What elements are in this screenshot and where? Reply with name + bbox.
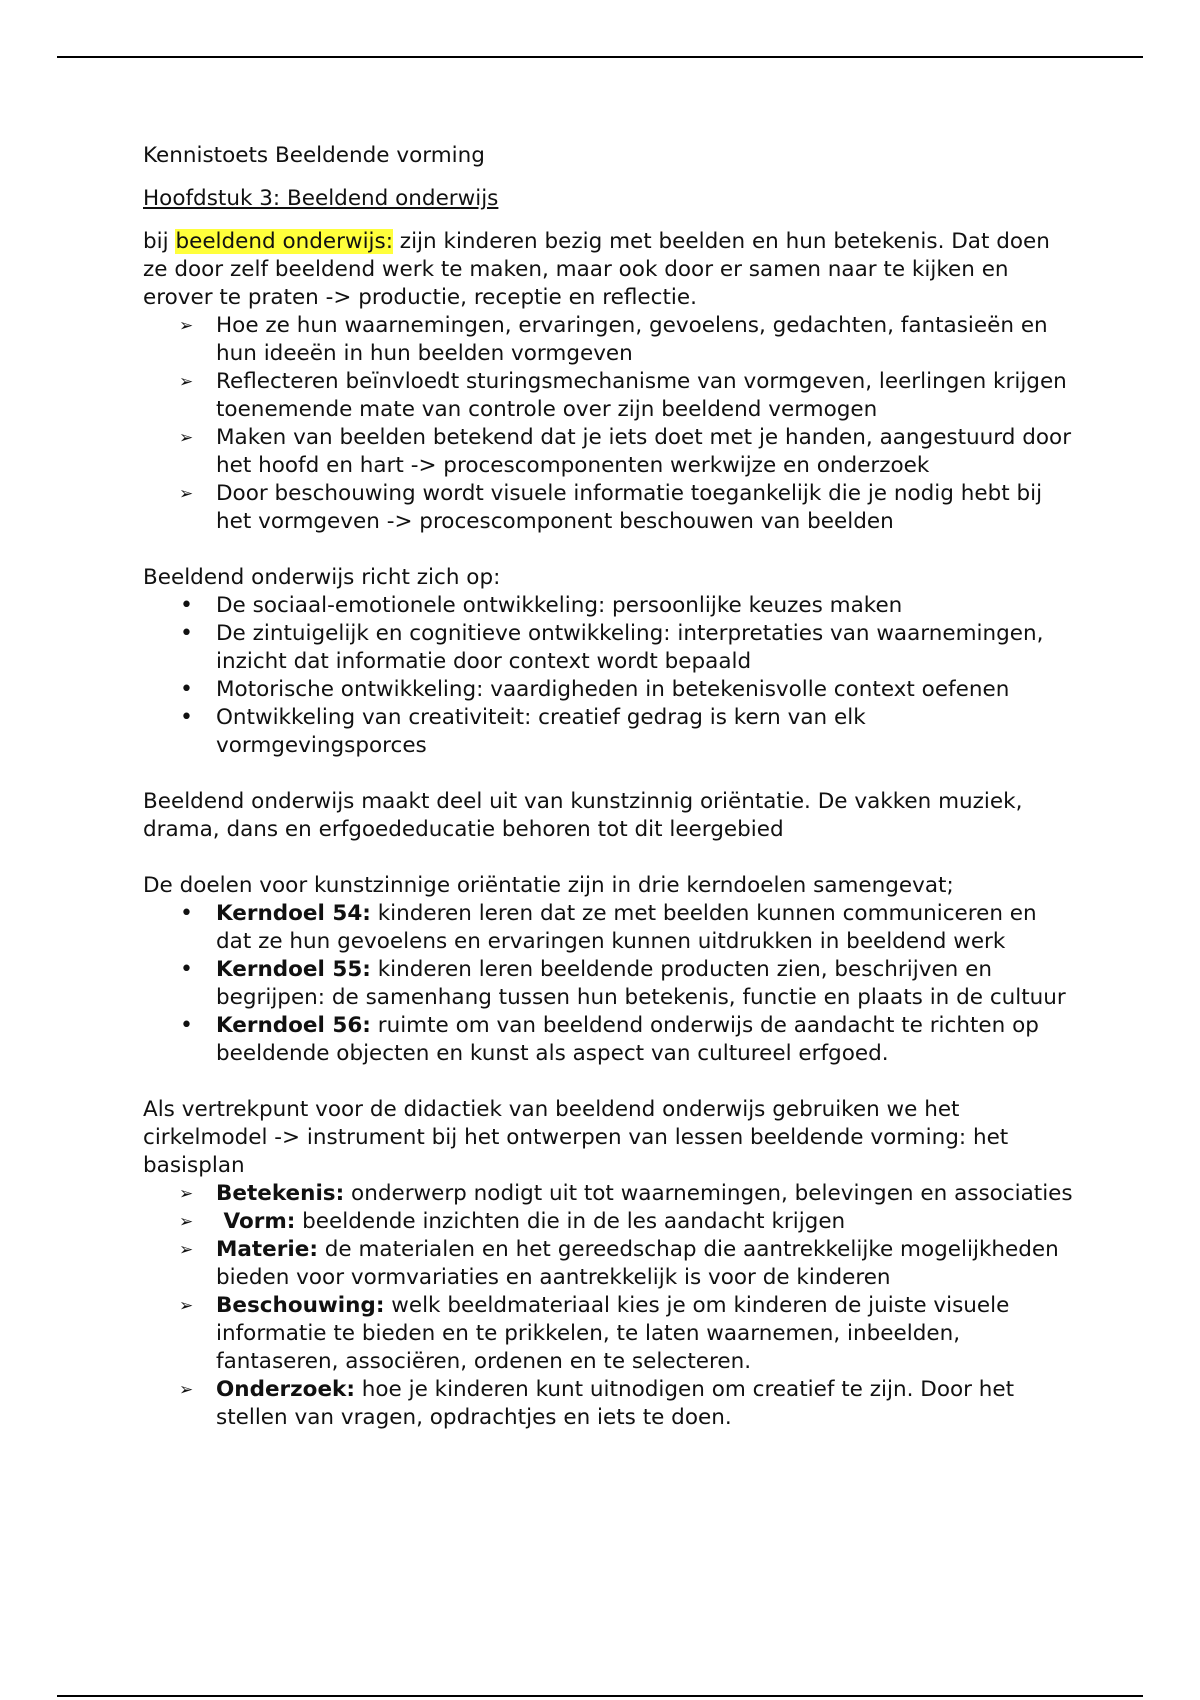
intro-paragraph <box>143 228 1073 312</box>
arrow-bullet-icon: ➢ <box>179 484 194 504</box>
bottom-rule <box>57 1695 1143 1697</box>
goal-label: Kerndoel 56: <box>216 1013 371 1038</box>
orientation-paragraph: Beeldend onderwijs maakt deel uit van kunstzinnig oriëntatie. De vakken muziek, drama, dans en erfgoededucatie behoren tot dit leergebied <box>143 789 1023 842</box>
list-item: • Kerndoel 56: ruimte om van beeldend onderwijs de aandacht te richten op beeldende objecten en kunst als aspect van cultureel erfgoed. <box>180 1013 1039 1066</box>
arrow-bullet-icon: ➢ <box>179 1296 194 1316</box>
model-label: Onderzoek: <box>216 1377 355 1402</box>
dot-bullet-icon: • <box>180 705 193 730</box>
intro-rest: zijn kinderen bezig met beelden en hun betekenis. Dat doen ze door zelf beeldend werk te maken, maar ook door er samen naar te kijken en erover te praten -> productie, receptie en reflectie. <box>143 229 1050 310</box>
dot-bullet-icon: • <box>180 593 193 618</box>
chapter-heading: Hoofdstuk 3: Beeldend onderwijs <box>143 186 499 211</box>
list-item: ➢ Reflecteren beïnvloedt sturingsmechanisme van vormgeven, leerlingen krijgen toenemende mate van controle over zijn beeldend vermogen <box>179 369 1067 422</box>
document-title: Kennistoets Beeldende vorming <box>143 143 485 168</box>
arrow-bullet-icon: ➢ <box>179 316 194 336</box>
list-item: ➢ Vorm: beeldende inzichten die in de les aandacht krijgen <box>179 1209 846 1234</box>
dot-bullet-icon: • <box>180 1013 193 1038</box>
goals-intro: De doelen voor kunstzinnige oriëntatie zijn in drie kerndoelen samengevat; <box>143 873 954 898</box>
list-item: • Motorische ontwikkeling: vaardigheden in betekenisvolle context oefenen <box>180 677 1010 702</box>
arrow-bullet-icon: ➢ <box>179 1240 194 1260</box>
list-item: ➢ Door beschouwing wordt visuele informatie toegankelijk die je nodig hebt bij het vormgeven -> procescomponent beschouwen van beelden <box>179 481 1043 534</box>
list-item: • Kerndoel 55: kinderen leren beeldende producten zien, beschrijven en begrijpen: de samenhang tussen hun betekenis, functie en plaats in de cultuur <box>180 957 1066 1010</box>
goals-list <box>143 900 1073 1068</box>
focus-list <box>143 592 1073 760</box>
list-item: ➢ Beschouwing: welk beeldmateriaal kies je om kinderen de juiste visuele informatie te bieden en te prikkelen, te laten waarnemen, inbeelden, fantaseren, associëren, ordenen en te selecteren. <box>179 1293 1010 1374</box>
top-rule <box>57 56 1143 58</box>
model-list <box>143 1180 1073 1432</box>
goal-label: Kerndoel 54: <box>216 901 371 926</box>
model-label: Beschouwing: <box>216 1293 385 1318</box>
document-body <box>143 142 1073 1432</box>
dot-bullet-icon: • <box>180 621 193 646</box>
highlighted-term: beeldend onderwijs: <box>175 229 393 254</box>
list-item: ➢ Betekenis: onderwerp nodigt uit tot waarnemingen, belevingen en associaties <box>179 1181 1073 1206</box>
focus-intro: Beeldend onderwijs richt zich op: <box>143 565 501 590</box>
dot-bullet-icon: • <box>180 901 193 926</box>
arrow-bullet-icon: ➢ <box>179 1184 194 1204</box>
arrow-bullet-icon: ➢ <box>179 1380 194 1400</box>
model-intro: Als vertrekpunt voor de didactiek van beeldend onderwijs gebruiken we het cirkelmodel -> instrument bij het ontwerpen van lessen beeldende vorming: het basisplan <box>143 1097 1009 1178</box>
list-item: • Ontwikkeling van creativiteit: creatief gedrag is kern van elk vormgevingsporces <box>180 705 866 758</box>
goal-label: Kerndoel 55: <box>216 957 371 982</box>
list-item: • De zintuigelijk en cognitieve ontwikkeling: interpretaties van waarnemingen, inzicht dat informatie door context wordt bepaald <box>180 621 1044 674</box>
model-label: Vorm: <box>216 1209 296 1234</box>
model-label: Betekenis: <box>216 1181 345 1206</box>
list-item: ➢ Hoe ze hun waarnemingen, ervaringen, gevoelens, gedachten, fantasieën en hun ideeën in hun beelden vormgeven <box>179 313 1048 366</box>
list-item: • Kerndoel 54: kinderen leren dat ze met beelden kunnen communiceren en dat ze hun gevoelens en ervaringen kunnen uitdrukken in beeldend werk <box>180 901 1037 954</box>
arrow-bullet-icon: ➢ <box>179 1212 194 1232</box>
list-item: ➢ Onderzoek: hoe je kinderen kunt uitnodigen om creatief te zijn. Door het stellen van vragen, opdrachtjes en iets te doen. <box>179 1377 1015 1430</box>
arrow-bullet-icon: ➢ <box>179 428 194 448</box>
list-item: ➢ Materie: de materialen en het gereedschap die aantrekkelijke mogelijkheden bieden voor vormvariaties en aantrekkelijk is voor de kinderen <box>179 1237 1059 1290</box>
model-label: Materie: <box>216 1237 318 1262</box>
list-item: ➢ Maken van beelden betekend dat je iets doet met je handen, aangestuurd door het hoofd en hart -> procescomponenten werkwijze en onderzoek <box>179 425 1072 478</box>
intro-list <box>143 312 1073 536</box>
dot-bullet-icon: • <box>180 677 193 702</box>
dot-bullet-icon: • <box>180 957 193 982</box>
arrow-bullet-icon: ➢ <box>179 372 194 392</box>
intro-prefix: bij <box>143 229 176 254</box>
list-item: • De sociaal-emotionele ontwikkeling: persoonlijke keuzes maken <box>180 593 903 618</box>
